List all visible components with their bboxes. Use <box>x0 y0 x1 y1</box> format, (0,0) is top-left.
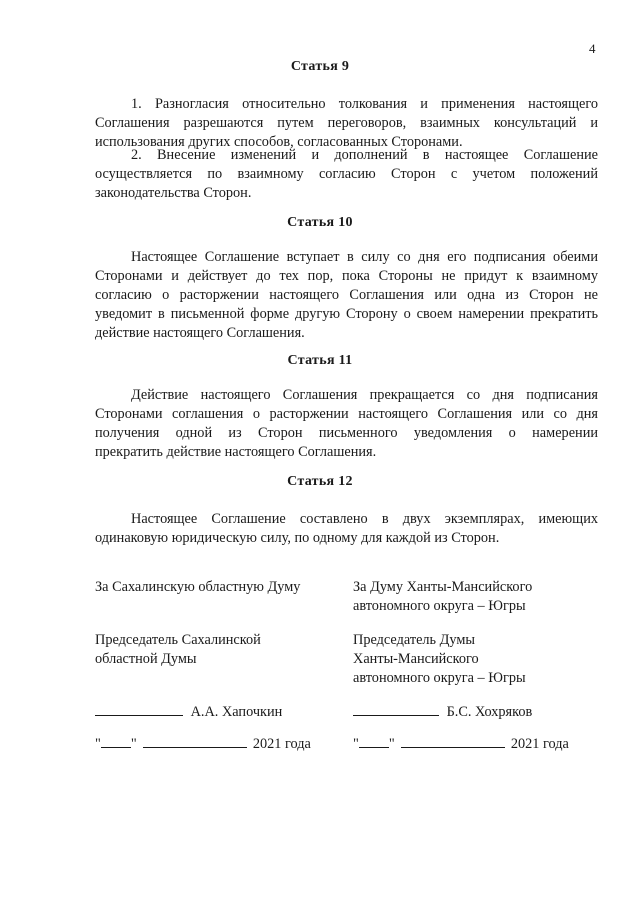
text-line: прекратить действие настоящего Соглашения. <box>95 444 377 460</box>
article-9-title: Статья 9 <box>290 59 350 74</box>
text-line: согласию о расторжении настоящего Соглашения или одна из Сторон не <box>95 287 598 303</box>
right-signatory-name: Б.С. Хохряков <box>446 704 533 720</box>
quote-open: " <box>353 736 359 752</box>
right-position-line: Ханты-Мансийского <box>353 651 479 667</box>
right-position-line: Председатель Думы <box>353 632 476 648</box>
signature-blank <box>353 715 439 716</box>
left-date-line <box>95 735 311 754</box>
article-10-title: Статья 10 <box>287 215 353 230</box>
article-9-paragraph-2 <box>95 146 598 203</box>
right-date-line <box>353 735 569 754</box>
right-party-line: автономного округа – Югры <box>353 598 526 614</box>
left-party-line: За Сахалинскую областную Думу <box>95 579 301 595</box>
text-line: Соглашения разрешаются путем переговоров, взаимных консультаций и <box>95 115 598 131</box>
text-line: осуществляется по взаимному согласию Сторон с учетом положений <box>95 166 598 182</box>
article-11-title: Статья 11 <box>287 353 353 368</box>
quote-close: " <box>130 736 137 752</box>
right-position-line: автономного округа – Югры <box>353 670 526 686</box>
right-position <box>353 631 526 688</box>
text-line: 1. Разногласия относительно толкования и применения настоящего <box>131 96 598 112</box>
left-position <box>95 631 261 669</box>
left-position-line: Председатель Сахалинской <box>95 632 261 648</box>
left-date-year: 2021 года <box>252 736 311 752</box>
left-party <box>95 578 300 597</box>
day-blank <box>101 747 131 748</box>
quote-open: " <box>95 736 101 752</box>
page-number: 4 <box>589 41 596 56</box>
text-line: одинаковую юридическую силу, по одному для каждой из Сторон. <box>95 530 500 546</box>
text-line: действие настоящего Соглашения. <box>95 325 305 341</box>
left-signature-line <box>95 703 282 722</box>
right-signature-line <box>353 703 532 722</box>
text-line: использования других способов, согласованных Сторонами. <box>95 134 463 150</box>
article-11-paragraph <box>95 386 598 462</box>
article-9-paragraph-1 <box>95 95 598 152</box>
month-blank <box>401 747 505 748</box>
article-12-title: Статья 12 <box>287 474 353 489</box>
day-blank <box>359 747 389 748</box>
right-date-year: 2021 года <box>510 736 569 752</box>
text-line: законодательства Сторон. <box>95 185 252 201</box>
text-line: Сторонами и действует до тех пор, пока Стороны не придут к взаимному <box>95 268 598 284</box>
text-line: Настоящее Соглашение вступает в силу со дня его подписания обеими <box>131 249 598 265</box>
text-line: Настоящее Соглашение составлено в двух экземплярах, имеющих <box>131 511 598 527</box>
left-signatory-name: А.А. Хапочкин <box>190 704 283 720</box>
text-line: уведомит в письменной форме другую Сторону о своем намерении прекратить <box>95 306 598 322</box>
right-party-line: За Думу Ханты-Мансийского <box>353 579 533 595</box>
article-12-paragraph <box>95 510 598 548</box>
left-position-line: областной Думы <box>95 651 197 667</box>
text-line: Действие настоящего Соглашения прекращается со дня подписания <box>131 387 598 403</box>
signature-blank <box>95 715 183 716</box>
quote-close: " <box>388 736 395 752</box>
text-line: 2. Внесение изменений и дополнений в настоящее Соглашение <box>131 147 598 163</box>
text-line: Сторонами соглашения о расторжении настоящего Соглашения или со дня <box>95 406 598 422</box>
right-party <box>353 578 532 616</box>
text-line: получения одной из Сторон письменного уведомления о намерении <box>95 425 598 441</box>
article-10-paragraph <box>95 248 598 343</box>
month-blank <box>143 747 247 748</box>
